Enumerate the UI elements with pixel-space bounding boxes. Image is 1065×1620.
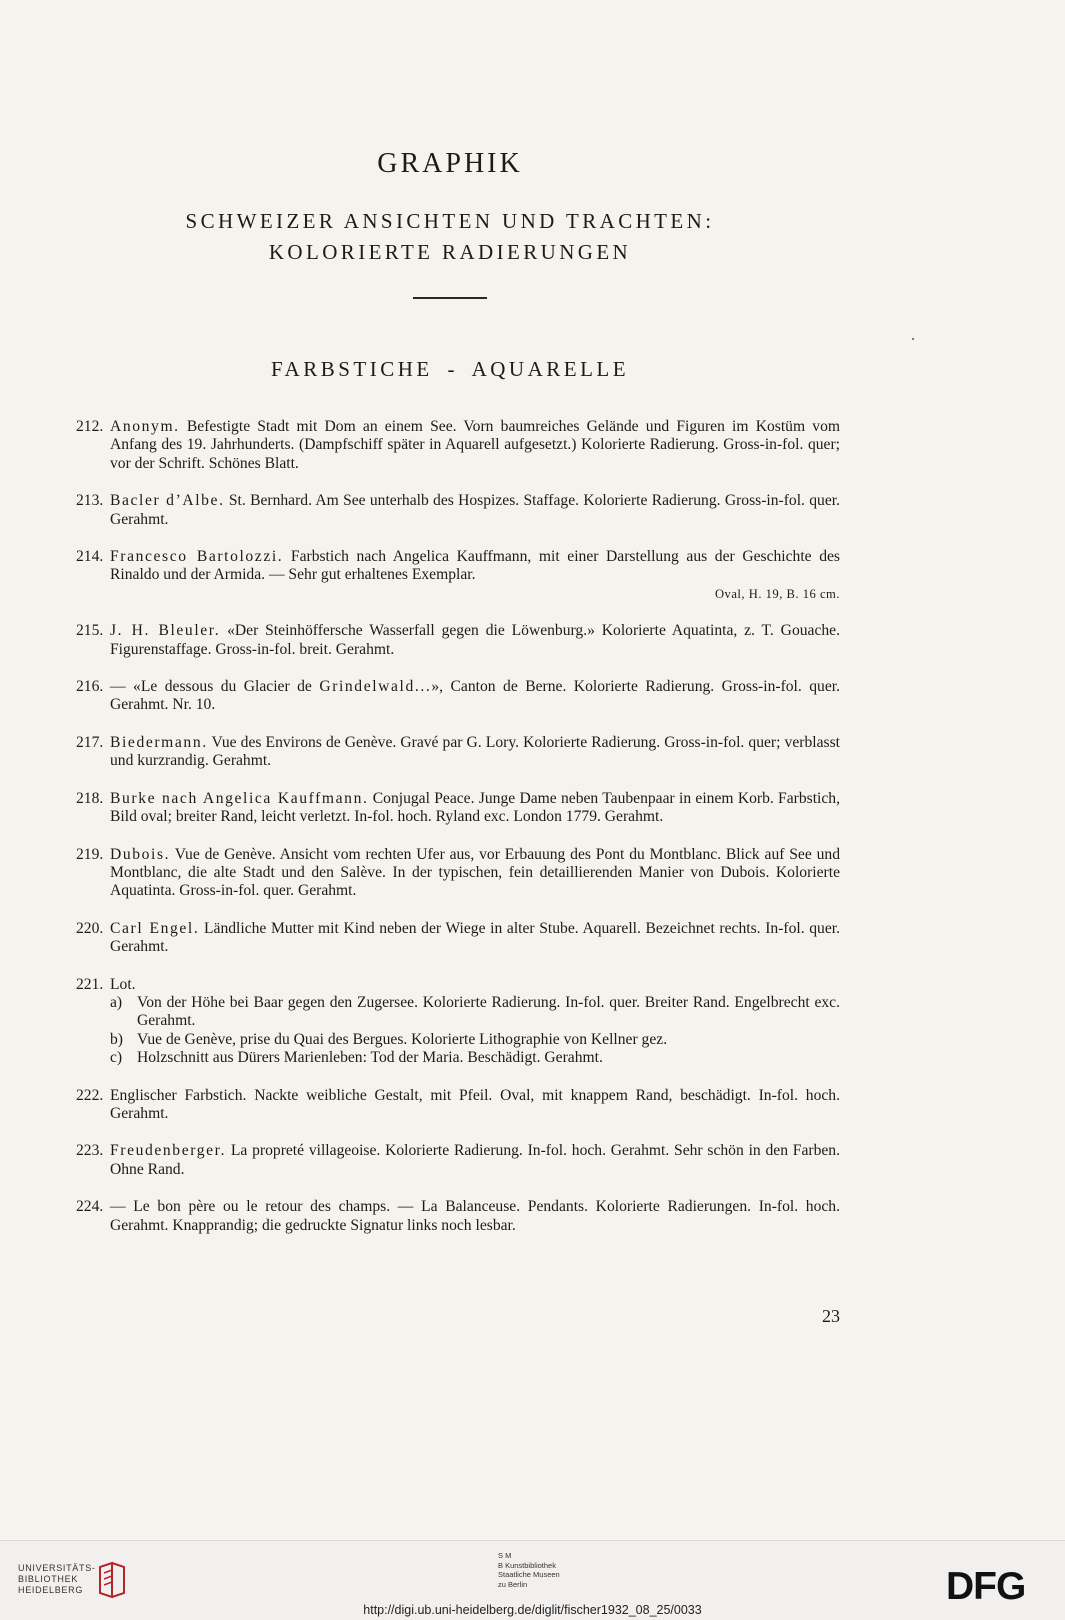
entry-number: 223. bbox=[76, 1142, 104, 1160]
entry-text: Vue de Genève. Ansicht vom rechten Ufer aus, vor Erbauung des Pont du Montblanc. Blick auf See und Montblanc, die alte Stadt und den Salève. In der typischen, fein detaillierenden Manier von Dubois. Kolorierte Aquatinta. Gross-in-fol. quer. Gerahmt. bbox=[110, 845, 840, 900]
entry-body bbox=[110, 622, 840, 659]
entry-text: », Canton de Berne. Kolorierte Radierung. Gross-in-fol. quer. Gerahmt. Nr. 10. bbox=[110, 678, 840, 714]
catalog-entry bbox=[76, 846, 840, 901]
catalog-entry bbox=[76, 548, 840, 603]
place-name: Grindelwald... bbox=[319, 678, 432, 696]
uni-line-2: BIBLIOTHEK bbox=[18, 1574, 79, 1584]
catalog-entry bbox=[76, 790, 840, 827]
subheading bbox=[0, 206, 900, 268]
artist-name: Biedermann. bbox=[110, 733, 208, 751]
main-heading: GRAPHIK bbox=[377, 148, 523, 179]
catalog-entry bbox=[76, 920, 840, 957]
catalog-entry bbox=[76, 492, 840, 529]
catalog-entry bbox=[76, 678, 840, 715]
entry-body bbox=[110, 418, 840, 473]
artist-name: Anonym. bbox=[110, 418, 180, 435]
entry-body bbox=[110, 976, 840, 1068]
lot-item-text: Holzschnitt aus Dürers Marienleben: Tod der Maria. Beschädigt. Gerahmt. bbox=[137, 1049, 603, 1067]
lot-item-text: Von der Höhe bei Baar gegen den Zugersee. Kolorierte Radierung. In-fol. quer. Breiter Rand. Engelbrecht exc. Gerahmt. bbox=[137, 993, 840, 1030]
artist-name: J. H. Bleuler. bbox=[110, 622, 221, 640]
catalog-entry bbox=[76, 1198, 840, 1235]
viewer-footer bbox=[0, 1540, 1065, 1620]
entry-number: 217. bbox=[76, 733, 104, 751]
entry-body bbox=[110, 678, 840, 715]
entry-number: 221. bbox=[76, 975, 104, 993]
scan-speck bbox=[912, 338, 914, 340]
entry-prefix: — «Le dessous du Glacier de bbox=[110, 678, 320, 696]
artist-name: Burke nach Angelica Kauffmann. bbox=[110, 789, 369, 807]
entry-text: Farbstich nach Angelica Kauffmann, mit einer Darstellung aus der Geschichte des Rinaldo und der Armida. — Sehr gut erhaltenes Exemplar. bbox=[110, 548, 841, 584]
lot-item bbox=[110, 1049, 840, 1067]
entry-number: 218. bbox=[76, 789, 104, 807]
lot-item bbox=[110, 1031, 840, 1049]
smb-line-1: S M bbox=[498, 1551, 512, 1560]
entry-text: La propreté villageoise. Kolorierte Radierung. In-fol. hoch. Gerahmt. Sehr schön in den Farben. Ohne Rand. bbox=[110, 1142, 840, 1178]
lot-item-label: b) bbox=[110, 1030, 123, 1048]
entry-number: 222. bbox=[76, 1086, 104, 1104]
heading-rule bbox=[413, 297, 487, 299]
smb-line-3: Staatliche Museen bbox=[498, 1570, 560, 1579]
section-heading: FARBSTICHE - AQUARELLE bbox=[270, 357, 630, 381]
artist-name: Dubois. bbox=[110, 845, 171, 863]
entry-number: 219. bbox=[76, 845, 104, 863]
catalog-entry bbox=[76, 976, 840, 1068]
entry-text: Ländliche Mutter mit Kind neben der Wiege in alter Stube. Aquarell. Bezeichnet rechts. In-fol. quer. Gerahmt. bbox=[110, 919, 840, 956]
entry-text: Befestigte Stadt mit Dom an einem See. Vorn baumreiches Gelände und Figuren im Kostüm vom Anfang des 19. Jahrhunderts. (Dampfschiff später in Aquarell aufgesetzt.) Kolorierte Radierung. Gross-in-fol. quer; vor der Schrift. Schönes Blatt. bbox=[110, 418, 841, 472]
artist-name: Carl Engel. bbox=[110, 919, 200, 937]
lot-item-text: Vue de Genève, prise du Quai des Bergues. Kolorierte Lithographie von Kellner gez. bbox=[137, 1030, 668, 1048]
uni-line-1: UNIVERSITÄTS- bbox=[18, 1563, 96, 1573]
university-library-label[interactable] bbox=[18, 1563, 96, 1596]
entry-body bbox=[110, 920, 840, 957]
entry-text: Englischer Farbstich. Nackte weibliche Gestalt, mit Pfeil. Oval, mit knappem Rand, beschädigt. In-fol. hoch. Gerahmt. bbox=[110, 1086, 840, 1122]
entry-text: Conjugal Peace. Junge Dame neben Taubenpaar in einem Korb. Farbstich, Bild oval; breiter Rand, leicht verletzt. In-fol. hoch. Ryland exc. London 1779. Gerahmt. bbox=[110, 789, 840, 826]
entry-number: 224. bbox=[76, 1198, 104, 1216]
entry-dimensions: Oval, H. 19, B. 16 cm. bbox=[714, 586, 840, 601]
entry-number: 214. bbox=[76, 548, 104, 566]
lot-item bbox=[110, 994, 840, 1031]
catalog-entry bbox=[76, 622, 840, 659]
catalog-entry bbox=[76, 1142, 840, 1179]
entry-text: St. Bernhard. Am See unterhalb des Hospizes. Staffage. Kolorierte Radierung. Gross-in-fol. quer. Gerahmt. bbox=[110, 492, 840, 528]
entry-number: 216. bbox=[76, 678, 104, 696]
catalog-entries bbox=[76, 418, 840, 1254]
entry-number: 212. bbox=[76, 418, 104, 435]
lot-item-label: c) bbox=[110, 1049, 123, 1067]
entry-text: «Der Steinhöffersche Wasserfall gegen die Löwenburg.» Kolorierte Aquatinta, z. T. Gouache. Figurenstaffage. Gross-in-fol. breit. Gerahmt. bbox=[110, 622, 840, 658]
entry-body bbox=[110, 790, 840, 827]
page-number: 23 bbox=[822, 1306, 840, 1326]
catalog-entry bbox=[76, 418, 840, 473]
catalog-entry bbox=[76, 734, 840, 771]
entry-body bbox=[110, 734, 840, 771]
entry-text: Vue des Environs de Genève. Gravé par G. Lory. Kolorierte Radierung. Gross-in-fol. quer; verblasst und kurzrandig. Gerahmt. bbox=[110, 733, 840, 770]
lot-item-label: a) bbox=[110, 993, 123, 1011]
entry-body bbox=[110, 1198, 840, 1235]
subheading-line-2: KOLORIERTE RADIERUNGEN bbox=[268, 240, 632, 264]
permalink-url[interactable]: http://digi.ub.uni-heidelberg.de/diglit/fischer1932_08_25/0033 bbox=[363, 1603, 702, 1617]
entry-body bbox=[110, 548, 840, 603]
entry-text: — Le bon père ou le retour des champs. — La Balanceuse. Pendants. Kolorierte Radierungen. In-fol. hoch. Gerahmt. Knapprandig; die gedruckte Signatur links noch lesbar. bbox=[110, 1198, 840, 1234]
entry-body bbox=[110, 1087, 840, 1124]
uni-line-3: HEIDELBERG bbox=[18, 1585, 84, 1595]
entry-number: 213. bbox=[76, 492, 104, 510]
entry-number: 220. bbox=[76, 919, 104, 937]
entry-text: Lot. bbox=[110, 975, 136, 993]
entry-body bbox=[110, 1142, 840, 1179]
catalog-entry bbox=[76, 1087, 840, 1124]
smb-line-2: B Kunstbibliothek bbox=[498, 1560, 556, 1570]
museum-label[interactable] bbox=[498, 1551, 560, 1589]
artist-name: Francesco Bartolozzi. bbox=[110, 548, 284, 566]
entry-number: 215. bbox=[76, 622, 104, 640]
artist-name: Bacler d’Albe. bbox=[110, 492, 225, 510]
subheading-line-1: SCHWEIZER ANSICHTEN UND TRACHTEN: bbox=[185, 209, 715, 233]
artist-name: Freudenberger. bbox=[110, 1142, 227, 1160]
smb-line-4: zu Berlin bbox=[498, 1579, 528, 1589]
entry-body bbox=[110, 492, 840, 529]
university-logo-icon[interactable] bbox=[96, 1561, 128, 1599]
dfg-logo[interactable]: DFG bbox=[946, 1565, 1026, 1608]
entry-body bbox=[110, 846, 840, 901]
